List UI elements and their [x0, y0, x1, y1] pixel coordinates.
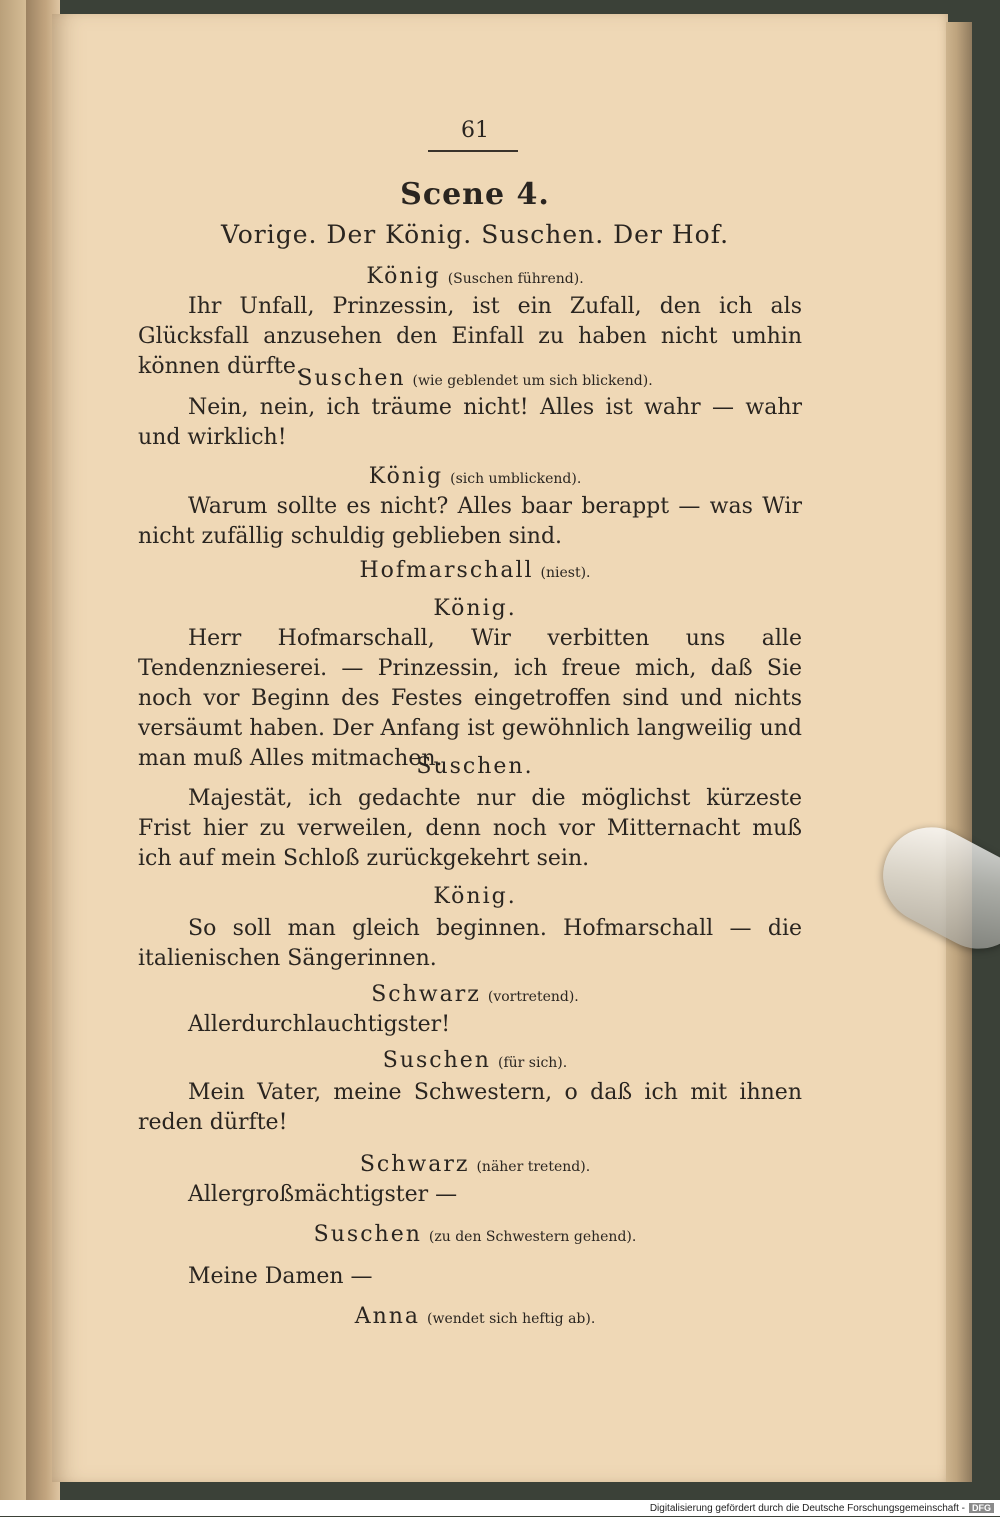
speaker-heading [100, 462, 850, 494]
speaker-heading [100, 1220, 850, 1252]
scene-subtitle: Vorige. Der König. Suschen. Der Hof. [220, 220, 730, 249]
stage-direction: (wie geblendet um sich blickend). [412, 373, 653, 389]
page-number: 61 [461, 118, 489, 143]
stage-direction: (zu den Schwestern gehend). [428, 1229, 637, 1245]
speech-paragraph: Nein, nein, ich träume nicht! Alles ist wahr — wahr und wirklich! [138, 395, 802, 450]
speech-paragraph: So soll man gleich beginnen. Hofmarschall — die italienischen Sängerinnen. [138, 916, 802, 971]
speaker-name: König [366, 264, 441, 289]
speaker-name: Suschen. [416, 754, 534, 779]
stage-direction: (Suschen führend). [447, 271, 584, 287]
speech-paragraph: Allerdurchlauchtigster! [188, 1012, 451, 1037]
speaker-name: Suschen [297, 366, 406, 391]
speaker-heading [100, 556, 850, 588]
speaker-heading [100, 1150, 850, 1182]
speaker-heading [100, 594, 850, 624]
speaker-name: König. [433, 596, 517, 621]
speech-paragraph: Majestät, ich gedachte nur die möglichst kürzeste Frist hier zu verweilen, denn noch vor Mitternacht muß ich auf mein Schloß zurückgekehrt sein. [138, 786, 802, 871]
stage-direction: (näher tretend). [476, 1159, 591, 1175]
speaker-name: Suschen [382, 1048, 491, 1073]
speaker-heading [100, 1046, 850, 1078]
stage-direction: (vortretend). [487, 989, 579, 1005]
speaker-heading [100, 262, 850, 294]
speech-paragraph: Mein Vater, meine Schwestern, o daß ich mit ihnen reden dürfte! [138, 1080, 802, 1135]
stage-direction: (wendet sich heftig ab). [427, 1311, 596, 1327]
speech-paragraph: Herr Hofmarschall, Wir verbitten uns alle Tendenznieserei. — Prinzessin, ich freue mich, daß Sie noch vor Beginn des Festes eingetroffen sind und nichts versäumt haben. Der Anfang ist gewöhnlich langweilig und man muß Alles mitmachen. [138, 626, 802, 771]
digitization-footer [0, 1500, 1000, 1516]
speaker-heading [100, 1302, 850, 1334]
speaker-heading [100, 752, 850, 782]
speaker-heading [100, 882, 850, 912]
speaker-name: Suschen [313, 1222, 422, 1247]
speaker-name: Hofmarschall [359, 558, 534, 583]
speech-paragraph: Ihr Unfall, Prinzessin, ist ein Zufall, den ich als Glücksfall anzusehen den Einfall zu haben nicht umhin können dürfte. [138, 294, 802, 379]
stage-direction: (für sich). [497, 1055, 568, 1071]
speech-paragraph: Warum sollte es nicht? Alles baar berappt — was Wir nicht zufällig schuldig geblieben sind. [138, 494, 802, 549]
stage-direction: (niest). [540, 565, 591, 581]
background-right [972, 0, 1000, 1500]
dfg-logo: DFG [969, 1503, 994, 1513]
speaker-name: König. [433, 884, 517, 909]
speaker-name: König [368, 464, 444, 489]
scene-title: Scene 4. [400, 177, 550, 212]
speaker-name: Schwarz [371, 982, 481, 1007]
stage-direction: (sich umblickend). [450, 471, 582, 487]
speaker-name: Anna [354, 1304, 421, 1329]
speaker-heading [100, 980, 850, 1012]
page-number-rule [428, 150, 518, 152]
speech-paragraph: Meine Damen — [188, 1264, 373, 1289]
page-stack-edge [946, 22, 972, 1482]
footer-text: Digitalisierung gefördert durch die Deutsche Forschungsgemeinschaft - [649, 1503, 965, 1514]
speech-paragraph: Allergroßmächtigster — [188, 1182, 458, 1207]
speaker-name: Schwarz [359, 1152, 470, 1177]
speaker-heading [100, 364, 850, 396]
